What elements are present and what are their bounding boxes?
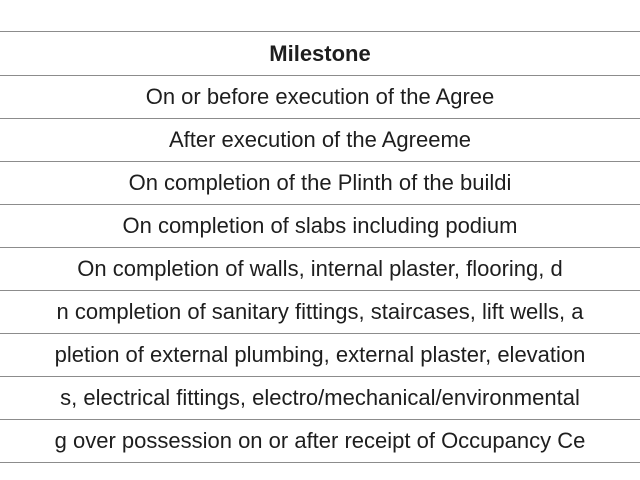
- milestone-cell: pletion of external plumbing, external plaster, elevation: [0, 334, 640, 377]
- milestone-column-header: Milestone: [0, 32, 640, 76]
- milestone-cell: g over possession on or after receipt of Occupancy Ce: [0, 420, 640, 463]
- table-header-row: [0, 32, 640, 76]
- table-row: [0, 76, 640, 119]
- table-row: [0, 162, 640, 205]
- table-row: [0, 334, 640, 377]
- milestone-cell: s, electrical fittings, electro/mechanical/environmental: [0, 377, 640, 420]
- table-row: [0, 291, 640, 334]
- table-row: [0, 119, 640, 162]
- milestone-cell: On or before execution of the Agree: [0, 76, 640, 119]
- table-row: [0, 377, 640, 420]
- milestone-cell: On completion of slabs including podium: [0, 205, 640, 248]
- table-row: [0, 205, 640, 248]
- milestone-cell: n completion of sanitary fittings, staircases, lift wells, a: [0, 291, 640, 334]
- milestone-cell: On completion of walls, internal plaster, flooring, d: [0, 248, 640, 291]
- table-row: [0, 248, 640, 291]
- milestone-cell: After execution of the Agreeme: [0, 119, 640, 162]
- table-row: [0, 420, 640, 463]
- milestone-table: [0, 31, 640, 463]
- milestone-cell: On completion of the Plinth of the buildi: [0, 162, 640, 205]
